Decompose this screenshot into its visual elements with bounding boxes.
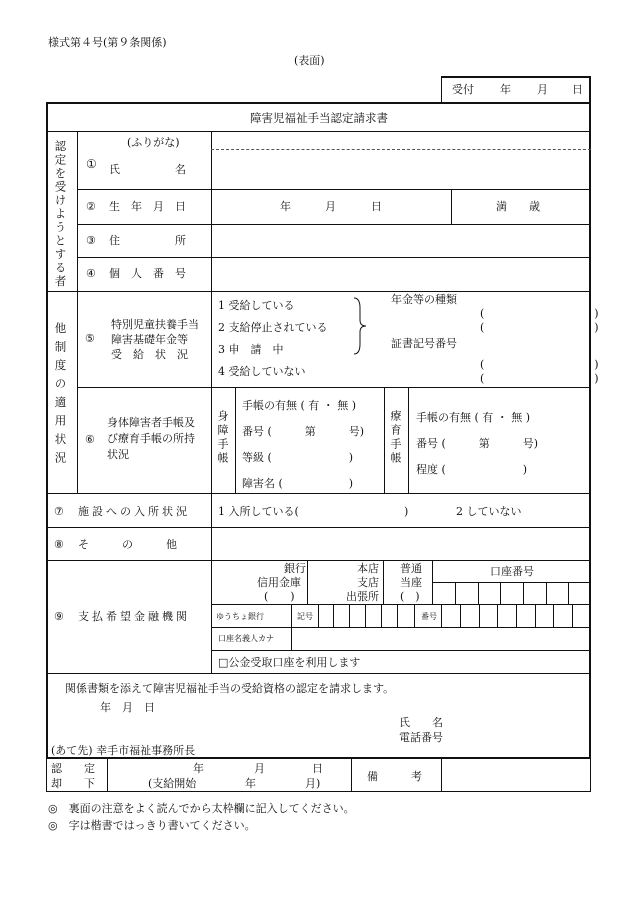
rehab-exists[interactable]: 手帳の有無 ( 有 ・ 無 ): [416, 411, 531, 424]
physical-grade[interactable]: 等級 ( ): [242, 451, 354, 464]
start-year: 年: [245, 777, 256, 790]
handbook-label-2: び療育手帳の所持: [107, 432, 195, 445]
row-num-5: ⑤: [85, 332, 95, 345]
facility-option-1-close: ): [404, 505, 409, 518]
form-number: 様式第４号(第９条関係): [48, 36, 167, 49]
name-label: 氏 名: [109, 163, 186, 176]
pension-type-label: 年金等の種類: [391, 293, 457, 306]
acct-type-3: ( ): [400, 590, 420, 603]
physical-number[interactable]: 番号 ( 第 号): [242, 425, 365, 438]
note-2: ◎ 字は楷書ではっきり書いてください。: [48, 819, 256, 832]
acct-type-1[interactable]: 普通: [400, 562, 422, 575]
age-field[interactable]: [452, 190, 590, 223]
holder-label: 口座名義人カナ: [218, 634, 274, 643]
branch-type-1: 本店: [357, 562, 379, 575]
nintei-label: 認 定: [51, 762, 95, 775]
furigana-label: (ふりがな): [127, 136, 180, 149]
address-label: 住 所: [109, 234, 186, 247]
row-num-9: ⑨: [54, 610, 64, 623]
other-label: そ の 他: [78, 538, 177, 551]
physical-handbook-label: 身障手帳: [216, 410, 229, 466]
bank-type-2: 信用金庫: [257, 576, 301, 589]
koukin-checkbox[interactable]: □公金受取口座を利用します: [218, 656, 361, 669]
reception-month: 月: [537, 83, 548, 96]
start-label: (支給開始: [148, 777, 197, 790]
declaration-date[interactable]: 年 月 日: [100, 701, 155, 714]
handbook-label-1: 身体障害者手帳及: [107, 416, 195, 429]
rehab-level[interactable]: 程度 ( ): [416, 463, 528, 476]
acct-number-label: 口座番号: [490, 565, 534, 578]
branch-type-3: 出張所: [346, 590, 379, 603]
facility-label: 施設への入所状況: [78, 505, 190, 518]
declaration-text: 関係書類を添えて障害児福祉手当の受給資格の認定を請求します。: [65, 682, 395, 695]
side-label: (表面): [294, 54, 325, 67]
bank-type-3: ( ): [264, 590, 295, 603]
facility-option-1[interactable]: 1 入所している(: [218, 505, 299, 518]
birth-day: 日: [371, 200, 382, 213]
office-day: 日: [312, 762, 323, 775]
acct-type-2[interactable]: 当座: [400, 576, 422, 589]
declarant-name-label: 氏 名: [399, 716, 443, 729]
pension-option-1[interactable]: 1 受給している: [218, 299, 295, 312]
birthdate-label: 生 年 月 日: [109, 200, 186, 213]
acct-number-field[interactable]: [433, 583, 590, 603]
start-month: 月): [305, 777, 321, 790]
cert-number-label: 証書記号番号: [391, 337, 457, 350]
kigo-label: 記号: [297, 612, 313, 621]
furigana-field[interactable]: [212, 132, 590, 149]
birthdate-field[interactable]: [212, 190, 450, 223]
holder-field[interactable]: [292, 628, 590, 649]
cert-paren-2[interactable]: ( ): [480, 372, 599, 385]
other-system-group-label: 他制度の適用状況: [53, 322, 68, 470]
pension-option-3[interactable]: 3 申 請 中: [218, 343, 284, 356]
reception-label: 受付: [452, 83, 474, 96]
handbook-label-3: 状況: [107, 448, 129, 461]
office-month: 月: [254, 762, 265, 775]
addressee: (あて先) 幸手市福祉事務所長: [51, 744, 196, 757]
facility-option-2[interactable]: 2 していない: [456, 505, 522, 518]
row-num-3: ③: [86, 234, 96, 247]
pension-type-paren-1[interactable]: ( ): [480, 307, 599, 320]
kyakka-label: 却 下: [51, 777, 95, 790]
mynumber-field[interactable]: [212, 258, 590, 290]
reception-day: 日: [572, 83, 583, 96]
birth-month: 月: [325, 200, 336, 213]
bango-label: 番号: [421, 612, 437, 621]
row-num-1: ①: [86, 157, 97, 171]
brace-icon: [350, 296, 370, 356]
note-1: ◎ 裏面の注意をよく読んでから太枠欄に記入してください。: [48, 802, 355, 815]
row-num-2: ②: [86, 200, 96, 213]
pension-type-paren-2[interactable]: ( ): [480, 321, 599, 334]
row-num-8: ⑧: [54, 538, 64, 551]
form-title: 障害児福祉手当認定請求書: [250, 111, 388, 125]
yucho-label: ゆうちょ銀行: [216, 612, 264, 621]
pension-option-2[interactable]: 2 支給停止されている: [218, 321, 328, 334]
birth-year: 年: [280, 200, 291, 213]
physical-disability-name[interactable]: 障害名 ( ): [242, 477, 354, 490]
yucho-kigo-field[interactable]: [319, 605, 414, 626]
bikou-label: 備 考: [367, 770, 422, 783]
address-field[interactable]: [212, 225, 590, 257]
declarant-phone-label: 電話番号: [399, 731, 443, 744]
applicant-group-label: 認定を受けようとする者: [53, 140, 68, 289]
pension-label-3: 受 給 状 況: [111, 348, 188, 361]
rehab-number[interactable]: 番号 ( 第 号): [416, 437, 539, 450]
office-year: 年: [193, 762, 204, 775]
row-num-6: ⑥: [85, 433, 95, 446]
bikou-field[interactable]: [442, 760, 590, 791]
pension-label-1: 特別児童扶養手当: [111, 318, 199, 331]
rehab-handbook-label: 療育手帳: [389, 410, 402, 466]
branch-type-2: 支店: [357, 576, 379, 589]
reception-year: 年: [500, 83, 511, 96]
other-field[interactable]: [212, 528, 590, 559]
cert-paren-1[interactable]: ( ): [480, 358, 599, 371]
yucho-bango-field[interactable]: [442, 605, 590, 626]
bank-label: 支払希望金融機関: [78, 610, 190, 623]
mynumber-label: 個 人 番 号: [109, 267, 186, 280]
row-num-4: ④: [86, 267, 96, 280]
age-label: 満 歳: [496, 200, 540, 213]
name-field[interactable]: [212, 150, 590, 189]
physical-exists[interactable]: 手帳の有無 ( 有 ・ 無 ): [242, 399, 357, 412]
row-num-7: ⑦: [54, 505, 64, 518]
pension-option-4[interactable]: 4 受給していない: [218, 365, 306, 378]
pension-label-2: 障害基礎年金等: [111, 333, 188, 346]
bank-type-1: 銀行: [284, 562, 306, 575]
